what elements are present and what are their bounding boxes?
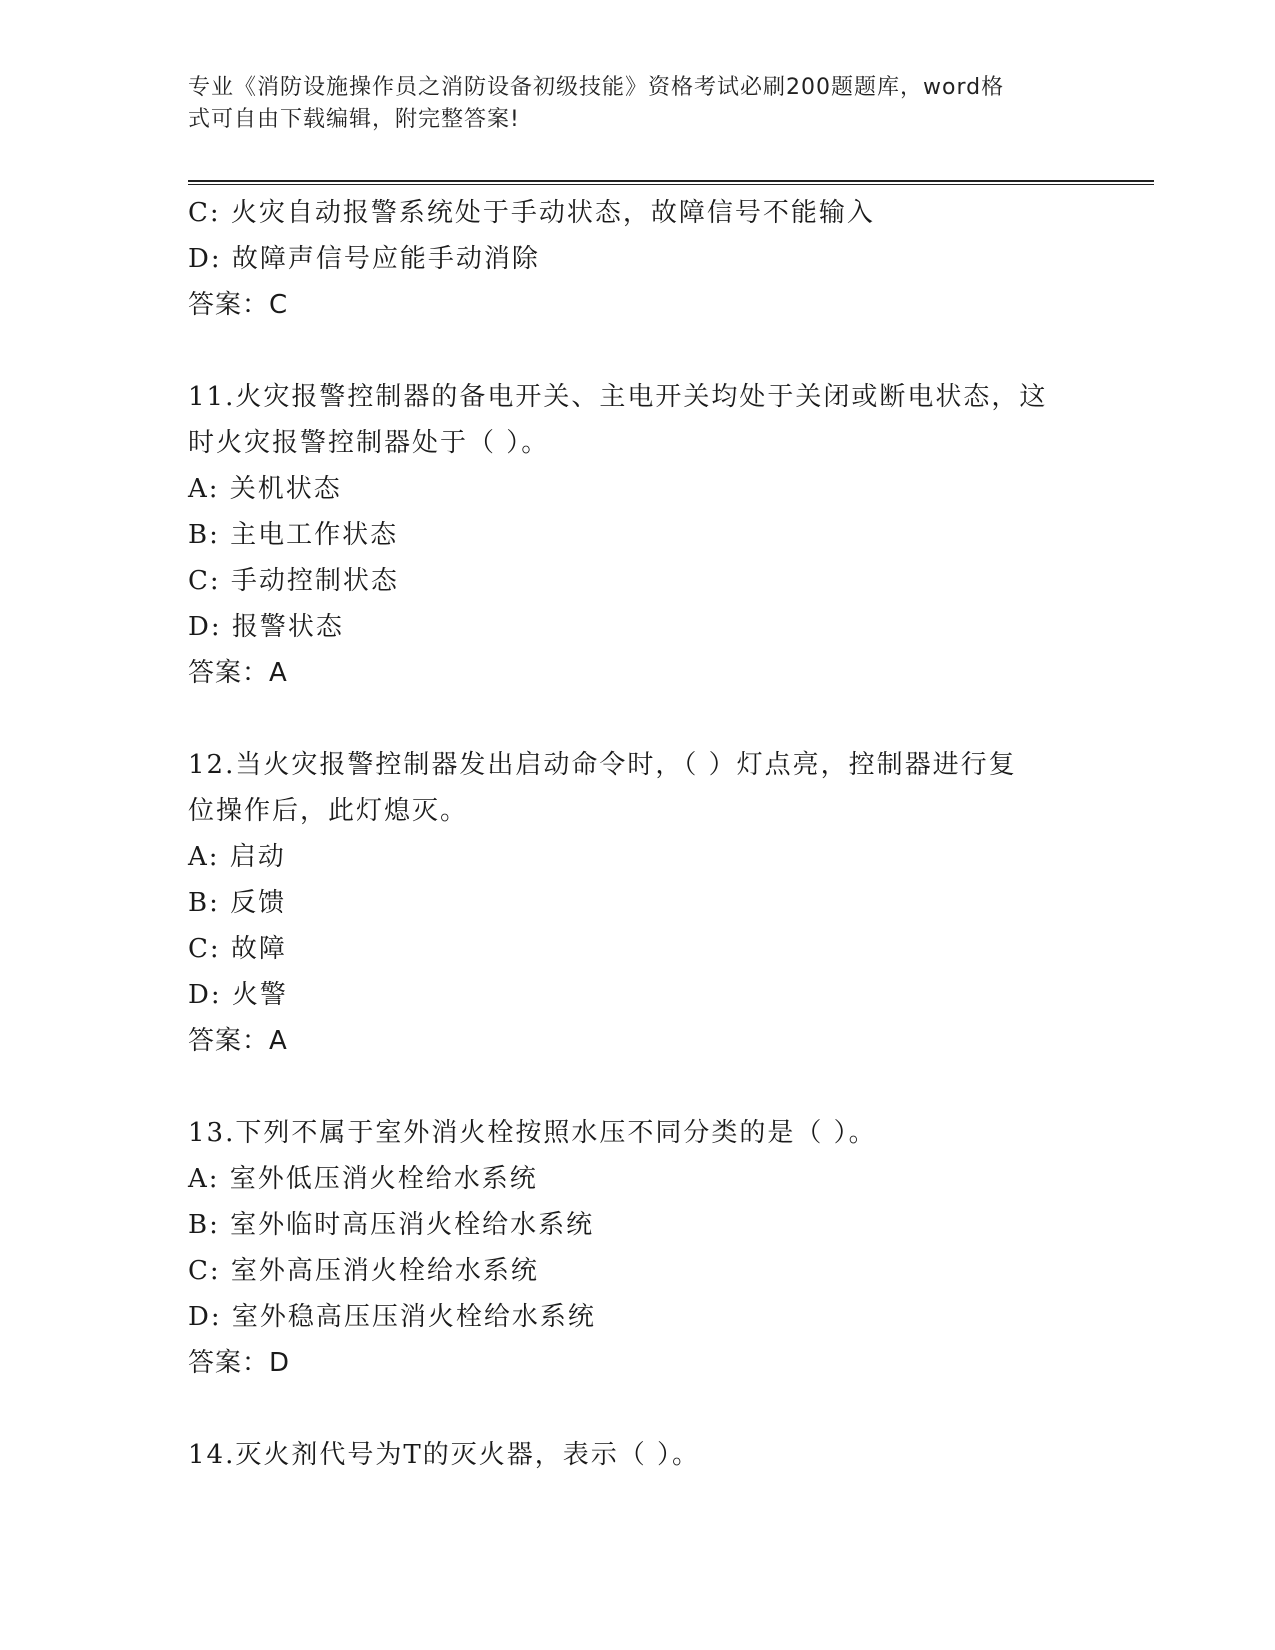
question-10-continued [188, 190, 1088, 328]
header-rule-thick [188, 180, 1154, 182]
option-b: B: 室外临时高压消火栓给水系统 [188, 1210, 595, 1240]
question-text-line-1: 14.灭火剂代号为T的灭火器，表示（ ）。 [188, 1440, 700, 1470]
option-d: D: 故障声信号应能手动消除 [188, 244, 540, 274]
header-rule-thin [188, 184, 1154, 185]
option-a: A: 关机状态 [188, 474, 342, 504]
question-text-line-2: 位操作后，此灯熄灭。 [188, 796, 469, 826]
header-line-2: 式可自由下载编辑，附完整答案! [188, 107, 520, 132]
question-13 [188, 1110, 1088, 1386]
option-d: D: 火警 [188, 980, 288, 1010]
question-text-line-1: 13.下列不属于室外消火栓按照水压不同分类的是（ ）。 [188, 1118, 877, 1148]
question-text-line-1: 12.当火灾报警控制器发出启动命令时，（ ）灯点亮，控制器进行复 [188, 750, 1017, 780]
question-text-line-2: 时火灾报警控制器处于（ ）。 [188, 428, 550, 458]
answer: 答案：A [188, 1026, 288, 1056]
question-12 [188, 742, 1088, 1064]
option-c: C: 手动控制状态 [188, 566, 399, 596]
option-a: A: 启动 [188, 842, 286, 872]
option-c: C: 火灾自动报警系统处于手动状态，故障信号不能输入 [188, 198, 875, 228]
option-d: D: 报警状态 [188, 612, 344, 642]
option-b: B: 反馈 [188, 888, 287, 918]
question-content [188, 190, 1088, 1478]
header-line-1: 专业《消防设施操作员之消防设备初级技能》资格考试必刷200题题库，word格 [188, 75, 1005, 100]
answer: 答案：A [188, 658, 288, 688]
option-a: A: 室外低压消火栓给水系统 [188, 1164, 538, 1194]
option-c: C: 故障 [188, 934, 287, 964]
option-c: C: 室外高压消火栓给水系统 [188, 1256, 539, 1286]
answer: 答案：C [188, 290, 289, 320]
question-text-line-1: 11.火灾报警控制器的备电开关、主电开关均处于关闭或断电状态，这 [188, 382, 1048, 412]
option-d: D: 室外稳高压压消火栓给水系统 [188, 1302, 596, 1332]
answer: 答案：D [188, 1348, 291, 1378]
option-b: B: 主电工作状态 [188, 520, 399, 550]
document-header [188, 72, 1068, 136]
question-14 [188, 1432, 1088, 1478]
question-11 [188, 374, 1088, 696]
